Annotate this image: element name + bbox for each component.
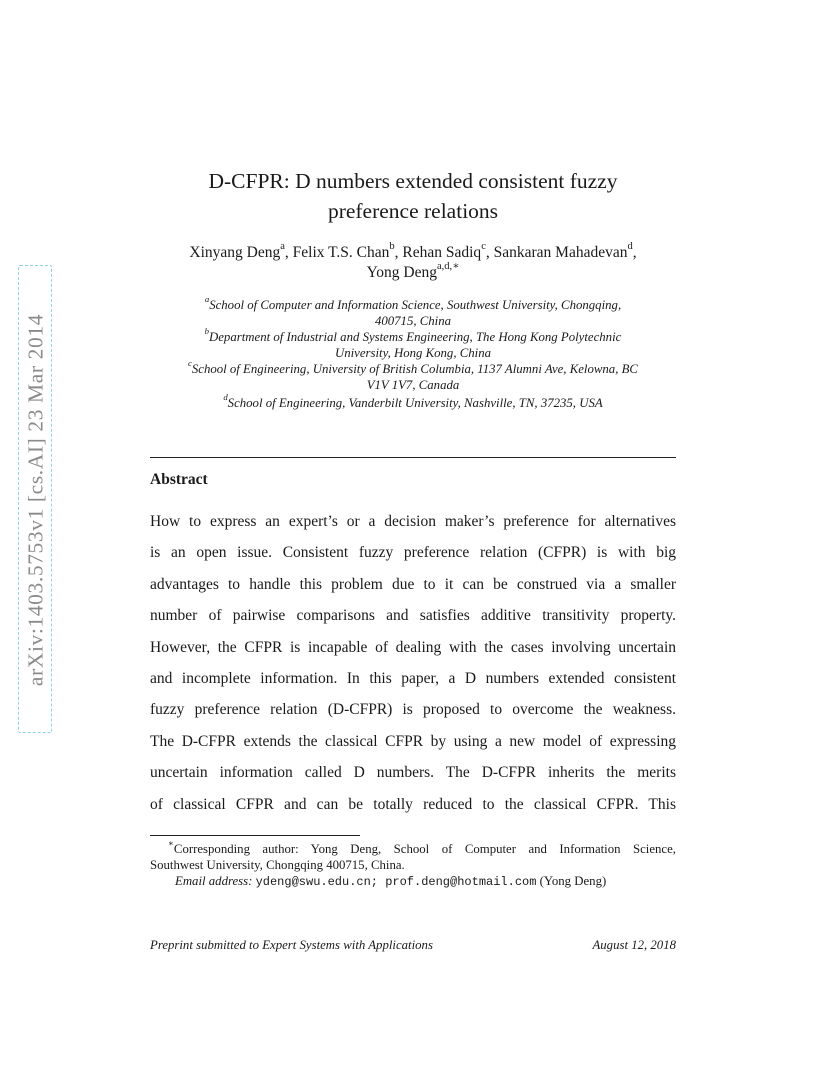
affiliation-text: Department of Industrial and Systems Engineering, The Hong Kong Polytechnic — [209, 330, 622, 344]
abstract-line: However, the CFPR is incapable of dealing with the cases involving uncertain — [150, 638, 676, 656]
affiliation-mark: d — [223, 392, 228, 403]
affiliation-mark: a — [204, 294, 210, 305]
author-separator: , — [485, 244, 494, 261]
affiliation-text: 400715, China — [374, 314, 452, 328]
author-name: Rehan Sadiq — [402, 244, 482, 261]
email-label: Email address: — [175, 874, 253, 888]
paper-title — [150, 166, 676, 226]
preprint-note: Preprint submitted to Expert Systems with Applications — [150, 938, 433, 952]
abstract-top-rule — [150, 457, 676, 458]
title-line-2: preference relations — [327, 199, 499, 223]
author-name: Sankaran Mahadevan — [493, 244, 628, 261]
affiliation-text: School of Engineering, University of British Columbia, 1137 Alumni Ave, Kelowna, BC — [191, 362, 638, 376]
footnote-text: Corresponding author: Yong Deng, School of Computer and Information Science, — [173, 842, 676, 856]
email-owner: (Yong Deng) — [539, 874, 607, 888]
affiliation-mark: c — [188, 358, 192, 369]
abstract-line: uncertain information called D numbers. The D-CFPR inherits the merits — [150, 764, 676, 782]
author-separator: , — [394, 244, 403, 261]
affiliation-text: V1V 1V7, Canada — [366, 378, 460, 392]
arxiv-id-text: arXiv:1403.5753v1 [cs.AI] 23 Mar 2014 — [23, 313, 48, 687]
affiliation-text: University, Hong Kong, China — [334, 346, 492, 360]
author-line-1 — [150, 243, 676, 263]
abstract-line: is an open issue. Consistent fuzzy preference relation (CFPR) is with big — [150, 544, 676, 562]
author-name: Yong Deng — [366, 264, 437, 281]
author-name: Felix T.S. Chan — [292, 244, 390, 261]
footnote-email-line — [150, 873, 676, 890]
preprint-date: August 12, 2018 — [592, 938, 676, 952]
footnote-rule — [150, 835, 360, 836]
affiliation-text: School of Computer and Information Science, Southwest University, Chongqing, — [209, 298, 622, 312]
affiliation-mark: b — [204, 326, 210, 337]
abstract-body — [150, 506, 676, 820]
corresponding-author-footnote — [150, 838, 676, 890]
affiliation-b — [150, 326, 676, 361]
author-affiliation-mark: a — [280, 241, 285, 253]
arxiv-identifier-stamp[interactable] — [18, 265, 54, 735]
email-addresses-link[interactable]: ydeng@swu.edu.cn; prof.deng@hotmail.com — [255, 875, 537, 889]
affiliation-d — [150, 392, 676, 411]
author-list — [150, 243, 676, 283]
author-affiliation-mark: d — [627, 241, 633, 253]
author-affiliation-mark: b — [389, 241, 395, 253]
author-name: Xinyang Deng — [189, 244, 281, 261]
footnote-text: Southwest University, Chongqing 400715, China. — [150, 858, 405, 872]
abstract-line: fuzzy preference relation (D-CFPR) is proposed to overcome the weakness. — [150, 701, 676, 719]
abstract-line: of classical CFPR and can be totally reduced to the classical CFPR. This — [150, 795, 676, 813]
footnote-mark: ∗ — [168, 838, 174, 849]
abstract-line: How to express an expert’s or a decision maker’s preference for alternatives — [150, 513, 676, 530]
abstract-line: advantages to handle this problem due to it can be construed via a smaller — [150, 575, 676, 593]
author-affiliation-mark: c — [481, 241, 486, 253]
author-line-2 — [150, 263, 676, 283]
author-separator: , — [284, 244, 293, 261]
abstract-heading: Abstract — [150, 471, 208, 488]
author-affiliation-mark: a,d,∗ — [436, 261, 460, 273]
title-line-1: D-CFPR: D numbers extended consistent fuzzy — [208, 169, 618, 193]
abstract-line: and incomplete information. In this paper, a D numbers extended consistent — [150, 670, 676, 688]
abstract-line: number of pairwise comparisons and satisfies additive transitivity property. — [150, 607, 676, 625]
affiliation-c — [150, 358, 676, 393]
affiliation-text: School of Engineering, Vanderbilt University, Nashville, TN, 37235, USA — [227, 396, 603, 410]
abstract-line: The D-CFPR extends the classical CFPR by using a new model of expressing — [150, 732, 676, 750]
author-separator: , — [632, 244, 637, 261]
affiliation-a — [150, 294, 676, 329]
